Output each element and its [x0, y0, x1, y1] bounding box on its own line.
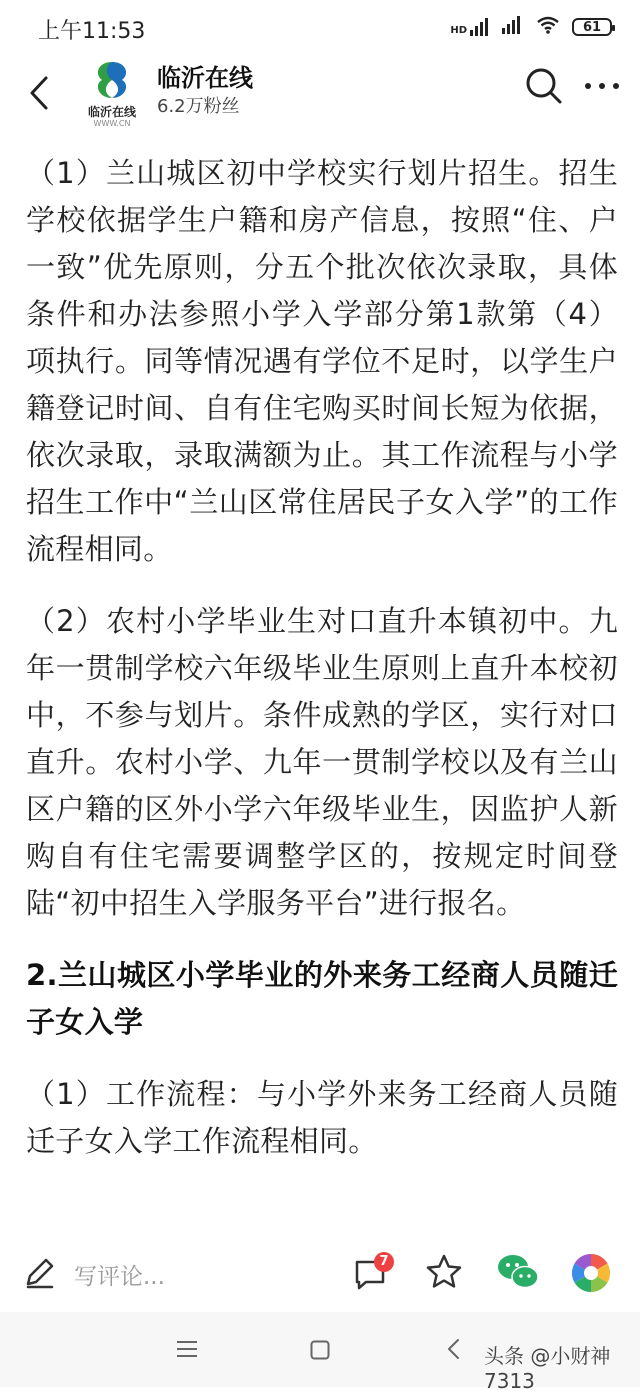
article-body	[26, 150, 618, 1165]
header	[0, 56, 640, 130]
status-bar	[0, 0, 640, 56]
moments-aperture-icon	[570, 1252, 612, 1294]
share-moments-button[interactable]	[570, 1252, 612, 1294]
status-icons	[450, 16, 612, 38]
back-button[interactable]	[20, 68, 60, 118]
account-name[interactable]: 临沂在线	[157, 64, 253, 92]
hd-signal-icon	[450, 18, 490, 36]
search-icon	[522, 64, 566, 108]
action-bar	[0, 1238, 640, 1308]
menu-icon[interactable]	[176, 1340, 198, 1358]
star-icon	[424, 1252, 464, 1292]
favorite-button[interactable]	[424, 1252, 464, 1292]
fans-count: 6.2万粉丝	[157, 96, 240, 117]
logo-mark-icon	[80, 58, 144, 102]
nav-back-icon[interactable]	[446, 1338, 462, 1360]
comment-input[interactable]: 写评论...	[74, 1264, 165, 1290]
watermark: 头条 @小财神7313	[484, 1344, 611, 1393]
more-button[interactable]	[580, 64, 624, 108]
share-wechat-button[interactable]	[496, 1252, 540, 1292]
chevron-left-icon	[20, 68, 60, 118]
status-time: 上午11:53	[38, 19, 146, 44]
battery-icon: 61	[572, 18, 612, 36]
pencil-icon[interactable]	[22, 1256, 56, 1290]
wifi-icon	[536, 16, 560, 38]
account-logo[interactable]	[80, 58, 144, 128]
logo-text: 临沂在线	[87, 105, 136, 119]
more-dots-icon	[580, 64, 624, 108]
home-square-icon[interactable]	[310, 1340, 330, 1360]
search-button[interactable]	[522, 64, 566, 108]
wechat-icon	[496, 1252, 540, 1292]
article-paragraph: （1）兰山城区初中学校实行划片招生。招生学校依据学生户籍和房产信息，按照“住、户一致”优先原则，分五个批次依次录取，具体条件和办法参照小学入学部分第1款第（4）项执行。同等情况遇有学位不足时，以学生户籍登记时间、自有住宅购买时间长短为依据，依次录取，录取满额为止。其工作流程与小学招生工作中“兰山区常住居民子女入学”的工作流程相同。	[26, 156, 618, 566]
article-paragraph: （2）农村小学毕业生对口直升本镇初中。九年一贯制学校六年级毕业生原则上直升本校初中，不参与划片。条件成熟的学区，实行对口直升。农村小学、九年一贯制学校以及有兰山区户籍的区外小学六年级毕业生，因监护人新购自有住宅需要调整学区的，按规定时间登陆“初中招生入学服务平台”进行报名。	[26, 604, 618, 920]
hd-label: HD	[450, 25, 467, 36]
logo-url-text: WWW.CN	[93, 119, 131, 128]
system-nav-bar	[0, 1312, 640, 1393]
signal-icon	[502, 16, 524, 38]
article-paragraph: （1）工作流程：与小学外来务工经商人员随迁子女入学工作流程相同。	[26, 1077, 618, 1158]
comment-count-badge: 7	[374, 1252, 394, 1272]
article-subheading: 2.兰山城区小学毕业的外来务工经商人员随迁子女入学	[26, 958, 618, 1039]
